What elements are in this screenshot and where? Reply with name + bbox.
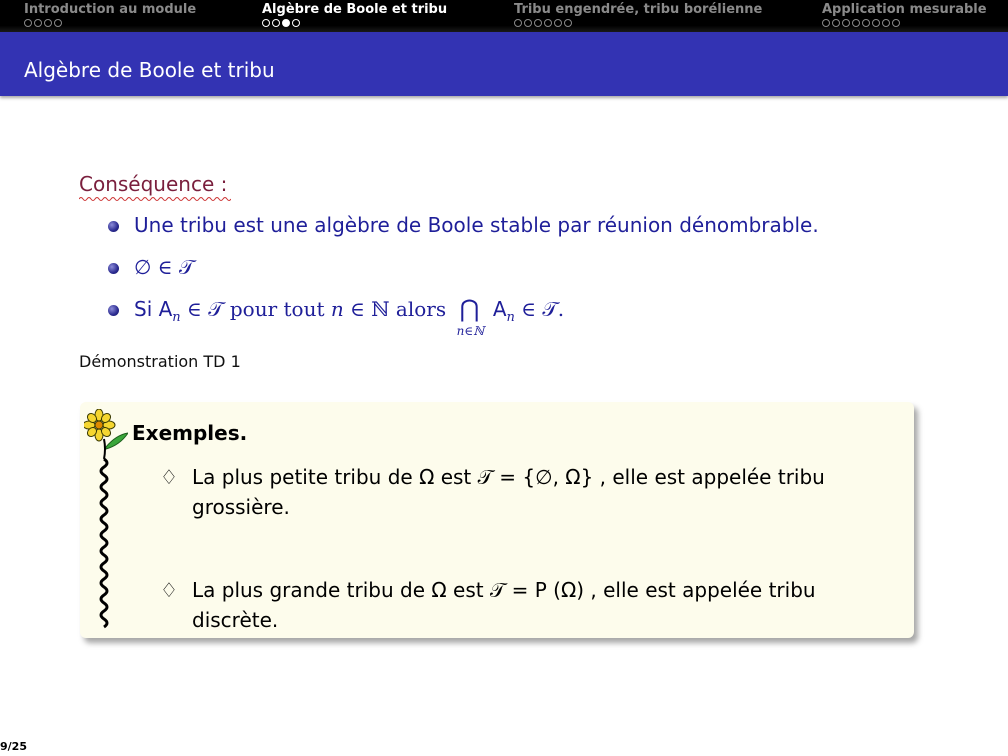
nav-frame-dot[interactable] — [44, 19, 52, 27]
nav-frame-dot[interactable] — [282, 19, 290, 27]
flower-decoration-icon — [84, 409, 128, 631]
nav-frame-dot[interactable] — [842, 19, 850, 27]
nav-frame-dot[interactable] — [554, 19, 562, 27]
bullet-text-mid: ∈ ℕ alors — [343, 297, 453, 321]
list-item — [108, 254, 968, 296]
frame-title-bar — [0, 32, 1008, 96]
nav-frame-dot[interactable] — [852, 19, 860, 27]
nav-section-introduction[interactable] — [24, 2, 196, 32]
nav-frame-dot[interactable] — [822, 19, 830, 27]
nav-frame-dot[interactable] — [564, 19, 572, 27]
bullet-ball-icon — [108, 221, 119, 232]
bullet-text-prefix: Si A — [134, 297, 173, 321]
nav-frame-dot[interactable] — [24, 19, 32, 27]
diamond-bullet-icon: ♢ — [160, 465, 178, 489]
bullet-text-end: ∈ 𝒯. — [514, 297, 565, 321]
nav-frame-dots — [262, 19, 447, 27]
nav-frame-dot[interactable] — [862, 19, 870, 27]
bullet-math: ∅ ∈ 𝒯 — [134, 255, 195, 279]
wavy-underline — [79, 196, 231, 202]
nav-frame-dot[interactable] — [882, 19, 890, 27]
bullet-ball-icon — [108, 263, 119, 274]
nav-section-title[interactable]: Tribu engendrée, tribu borélienne — [514, 2, 763, 17]
list-item — [108, 296, 968, 338]
example-text: La plus grande tribu de Ω est 𝒯 = P (Ω) , elle est appelée tribu discrète. — [192, 578, 816, 632]
nav-frame-dot[interactable] — [34, 19, 42, 27]
nav-frame-dots — [514, 19, 762, 27]
example-block-title: Exemples. — [132, 421, 248, 445]
nav-frame-dots — [822, 19, 987, 27]
subscript: n — [506, 310, 515, 325]
bullet-ball-icon — [108, 305, 119, 316]
nav-frame-dot[interactable] — [892, 19, 900, 27]
bullet-text-mid: ∈ 𝒯 pour tout — [180, 297, 331, 321]
nav-section-application-mesurable[interactable] — [822, 2, 987, 32]
list-item — [108, 212, 968, 254]
nav-frame-dots — [24, 19, 196, 27]
bullet-text: Une tribu est une algèbre de Boole stable par réunion dénombrable. — [134, 213, 819, 237]
page-number: 9/25 — [0, 740, 27, 753]
intersection-index: n∈ℕ — [456, 324, 485, 338]
nav-frame-dot[interactable] — [544, 19, 552, 27]
nav-frame-dot[interactable] — [832, 19, 840, 27]
consequence-list — [108, 212, 968, 338]
demonstration-note: Démonstration TD 1 — [79, 352, 241, 371]
section-navigation — [0, 0, 1008, 32]
nav-frame-dot[interactable] — [262, 19, 270, 27]
example-item — [160, 462, 900, 522]
nav-frame-dot[interactable] — [524, 19, 532, 27]
example-item — [160, 575, 900, 635]
nav-frame-dot[interactable] — [272, 19, 280, 27]
nav-section-algebre[interactable] — [262, 2, 447, 32]
nav-section-tribu-engendree[interactable] — [514, 2, 762, 32]
nav-section-title[interactable]: Application mesurable — [822, 2, 987, 17]
intersection-symbol: ⋂ — [459, 295, 480, 323]
frame-title: Algèbre de Boole et tribu — [24, 58, 275, 82]
example-text: La plus petite tribu de Ω est 𝒯 = {∅, Ω} , elle est appelée tribu grossière. — [192, 465, 825, 519]
nav-frame-dot[interactable] — [534, 19, 542, 27]
nav-frame-dot[interactable] — [514, 19, 522, 27]
math-variable: n — [330, 297, 344, 321]
subscript: n — [172, 310, 181, 325]
bullet-text-after: A — [486, 297, 507, 321]
nav-frame-dot[interactable] — [54, 19, 62, 27]
nav-frame-dot[interactable] — [292, 19, 300, 27]
consequence-heading-text: Conséquence : — [79, 172, 228, 196]
diamond-bullet-icon: ♢ — [160, 578, 178, 602]
nav-section-title[interactable]: Introduction au module — [24, 2, 197, 17]
nav-section-title[interactable]: Algèbre de Boole et tribu — [262, 2, 448, 17]
big-intersection — [452, 295, 486, 338]
consequence-heading — [79, 172, 227, 196]
nav-frame-dot[interactable] — [872, 19, 880, 27]
